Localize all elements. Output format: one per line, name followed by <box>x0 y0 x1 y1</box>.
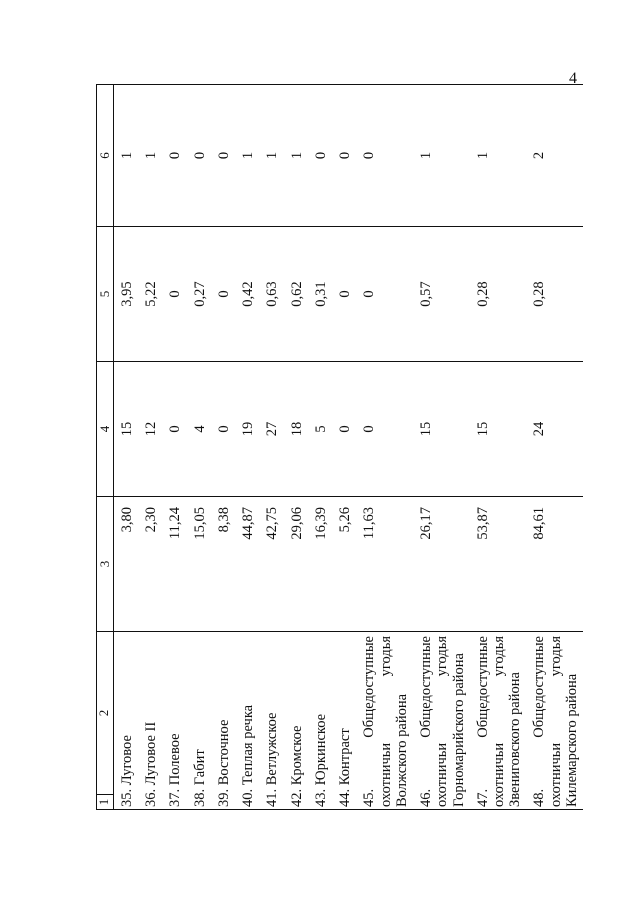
row-density: 0,27 <box>187 227 211 362</box>
data-table <box>96 84 583 810</box>
row-name: 45. Общедоступные охотничьи угодья Волжского района <box>356 632 413 810</box>
row-density: 0 <box>162 227 186 362</box>
row-area: 3,80 <box>114 497 139 632</box>
row-quota: 1 <box>114 85 139 227</box>
row-quota: 1 <box>413 85 470 227</box>
header-col-1: 1 <box>97 794 113 809</box>
header-col-1-2 <box>97 632 114 810</box>
row-count: 0 <box>162 362 186 497</box>
row-name: 38. Габит <box>187 632 211 810</box>
row-area: 5,26 <box>332 497 356 632</box>
row-area: 44,87 <box>235 497 259 632</box>
row-quota: 0 <box>187 85 211 227</box>
row-name: 48. Общедоступные охотничьи угодья Килемарского района <box>526 632 583 810</box>
row-quota: 0 <box>162 85 186 227</box>
row-area: 26,17 <box>413 497 470 632</box>
row-name: 46. Общедоступные охотничьи угодья Горномарийского района <box>413 632 470 810</box>
row-count: 0 <box>211 362 235 497</box>
row-name: 36. Луговое II <box>138 632 162 810</box>
row-density: 0,57 <box>413 227 470 362</box>
row-name: 42. Кромское <box>284 632 308 810</box>
row-density: 0,62 <box>284 227 308 362</box>
table-row <box>114 85 139 810</box>
row-name: 44. Контраст <box>332 632 356 810</box>
row-density: 0,63 <box>259 227 283 362</box>
table-row <box>526 85 583 810</box>
row-count: 18 <box>284 362 308 497</box>
row-name: 43. Юркинское <box>308 632 332 810</box>
table-row <box>356 85 413 810</box>
row-area: 29,06 <box>284 497 308 632</box>
row-density: 0,28 <box>470 227 527 362</box>
row-area: 2,30 <box>138 497 162 632</box>
header-row <box>97 85 114 810</box>
row-quota: 2 <box>526 85 583 227</box>
row-count: 15 <box>114 362 139 497</box>
row-count: 15 <box>413 362 470 497</box>
row-quota: 0 <box>356 85 413 227</box>
row-count: 4 <box>187 362 211 497</box>
row-count: 12 <box>138 362 162 497</box>
header-col-6: 6 <box>97 85 114 227</box>
row-area: 8,38 <box>211 497 235 632</box>
table-row <box>187 85 211 810</box>
row-quota: 1 <box>138 85 162 227</box>
header-col-3: 3 <box>97 497 114 632</box>
row-area: 42,75 <box>259 497 283 632</box>
row-quota: 1 <box>284 85 308 227</box>
table-body <box>114 85 584 810</box>
row-quota: 0 <box>211 85 235 227</box>
row-area: 11,63 <box>356 497 413 632</box>
row-density: 0,28 <box>526 227 583 362</box>
row-name: 41. Ветлужское <box>259 632 283 810</box>
row-quota: 1 <box>235 85 259 227</box>
table-row <box>284 85 308 810</box>
row-name: 39. Восточное <box>211 632 235 810</box>
table-row <box>138 85 162 810</box>
row-density: 0,42 <box>235 227 259 362</box>
page-number: 4 <box>569 70 577 87</box>
row-name: 47. Общедоступные охотничьи угодья Звениговского района <box>470 632 527 810</box>
row-quota: 0 <box>308 85 332 227</box>
row-count: 27 <box>259 362 283 497</box>
row-name: 40. Теплая речка <box>235 632 259 810</box>
table-row <box>259 85 283 810</box>
row-name: 37. Полевое <box>162 632 186 810</box>
row-count: 0 <box>332 362 356 497</box>
row-quota: 1 <box>259 85 283 227</box>
table-row <box>332 85 356 810</box>
row-density: 0 <box>356 227 413 362</box>
row-count: 15 <box>470 362 527 497</box>
row-quota: 1 <box>470 85 527 227</box>
header-col-4: 4 <box>97 362 114 497</box>
header-col-5: 5 <box>97 227 114 362</box>
row-area: 53,87 <box>470 497 527 632</box>
table-row <box>235 85 259 810</box>
row-quota: 0 <box>332 85 356 227</box>
rotated-table-container <box>96 85 580 810</box>
row-count: 19 <box>235 362 259 497</box>
row-density: 0,31 <box>308 227 332 362</box>
table-row <box>162 85 186 810</box>
row-area: 16,39 <box>308 497 332 632</box>
row-count: 24 <box>526 362 583 497</box>
row-density: 0 <box>211 227 235 362</box>
row-area: 84,61 <box>526 497 583 632</box>
table-row <box>308 85 332 810</box>
table-row <box>211 85 235 810</box>
row-density: 5,22 <box>138 227 162 362</box>
row-density: 3,95 <box>114 227 139 362</box>
row-count: 5 <box>308 362 332 497</box>
row-name: 35. Луговое <box>114 632 139 810</box>
row-area: 11,24 <box>162 497 186 632</box>
header-col-2: 2 <box>96 709 111 717</box>
row-count: 0 <box>356 362 413 497</box>
row-area: 15,05 <box>187 497 211 632</box>
table-row <box>413 85 470 810</box>
table-row <box>470 85 527 810</box>
row-density: 0 <box>332 227 356 362</box>
